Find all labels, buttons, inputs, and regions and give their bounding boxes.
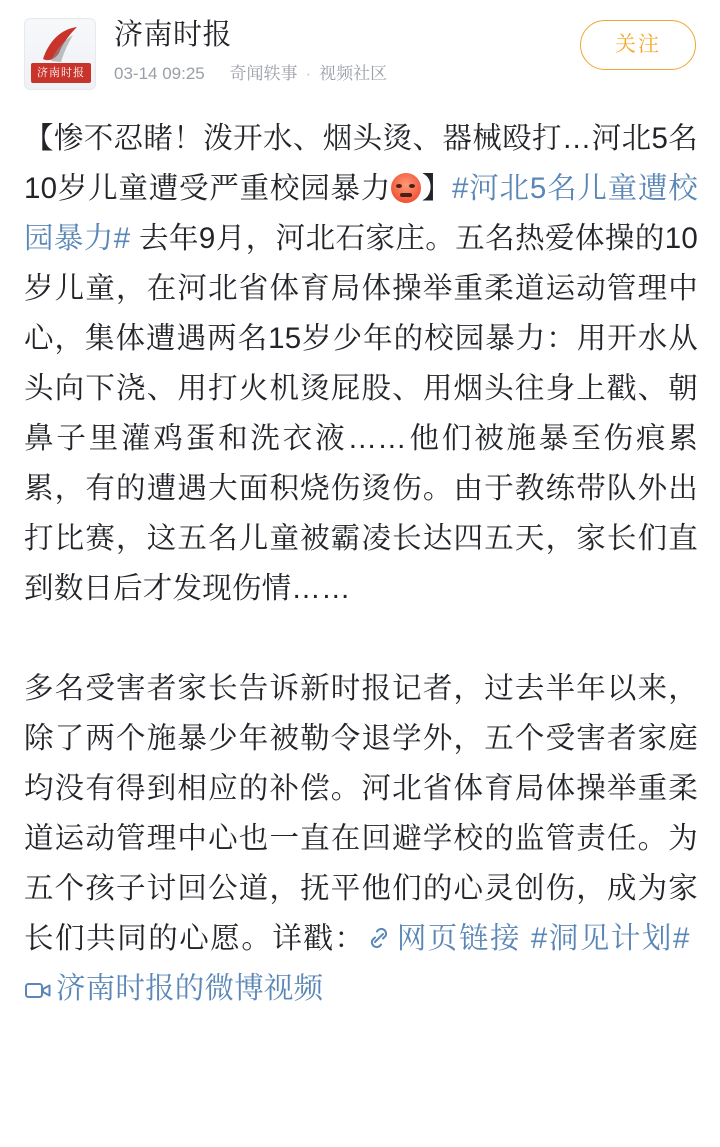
meta-dot: · bbox=[305, 64, 312, 83]
web-link[interactable] bbox=[366, 922, 522, 955]
meta-separator bbox=[215, 62, 220, 86]
follow-button[interactable]: 关注 bbox=[580, 20, 696, 70]
post-body-2: 多名受害者家长告诉新时报记者，过去半年以来，除了两个施暴少年被勒令退学外，五个受害者家庭均没有得到相应的补偿。河北省体育局体操举重柔道运动管理中心也一直在回避学校的监管责任。为五个孩子讨回公道，抚平他们的心灵创伤，成为家长们共同的心愿。详戳： bbox=[24, 672, 698, 955]
plan-hashtag[interactable]: #洞见计划# bbox=[530, 922, 690, 955]
post-body-1: 去年9月，河北石家庄。五名热爱体操的10岁儿童，在河北省体育局体操举重柔道运动管理中心，集体遭遇两名15岁少年的校园暴力：用开水从头向下浇、用打火机烫屁股、用烟头往身上戳、朝鼻子里灌鸡蛋和洗衣液……他们被施暴至伤痕累累，有的遭遇大面积烧伤烫伤。由于教练带队外出打比赛，这五名儿童被霸凌长达四五天，家长们直到数日后才发现伤情…… bbox=[24, 222, 698, 605]
post-source[interactable]: 视频社区 bbox=[319, 64, 388, 83]
link-chain-icon bbox=[366, 925, 392, 951]
avatar-image bbox=[24, 18, 96, 90]
post-headline-suffix: 】 bbox=[421, 172, 453, 205]
account-name[interactable]: 济南时报 bbox=[114, 19, 233, 51]
video-camera-icon bbox=[24, 979, 52, 1001]
content-bottom-space bbox=[24, 1014, 698, 1034]
post-hashtag[interactable]: #河北5名儿童遭校园暴力# bbox=[24, 172, 698, 255]
post-paragraph-2 bbox=[24, 664, 698, 1014]
avatar-name-plate: 济南时报 bbox=[31, 63, 91, 83]
video-link[interactable] bbox=[24, 972, 323, 1005]
video-link-label: 济南时报的微博视频 bbox=[56, 972, 324, 1005]
angry-face-emoji bbox=[391, 173, 421, 203]
web-link-label: 网页链接 bbox=[395, 922, 522, 955]
avatar-swoosh-icon bbox=[39, 25, 81, 63]
post-content bbox=[0, 100, 720, 1034]
avatar[interactable] bbox=[24, 18, 96, 90]
post-category[interactable]: 奇闻轶事 bbox=[229, 64, 298, 83]
post-headline-prefix: 【惨不忍睹！泼开水、烟头烫、器械殴打…河北5名10岁儿童遭受严重校园暴力 bbox=[24, 122, 698, 205]
post-timestamp: 03-14 09:25 bbox=[114, 64, 205, 83]
post-paragraph-1 bbox=[24, 114, 698, 614]
post-header bbox=[0, 0, 720, 100]
